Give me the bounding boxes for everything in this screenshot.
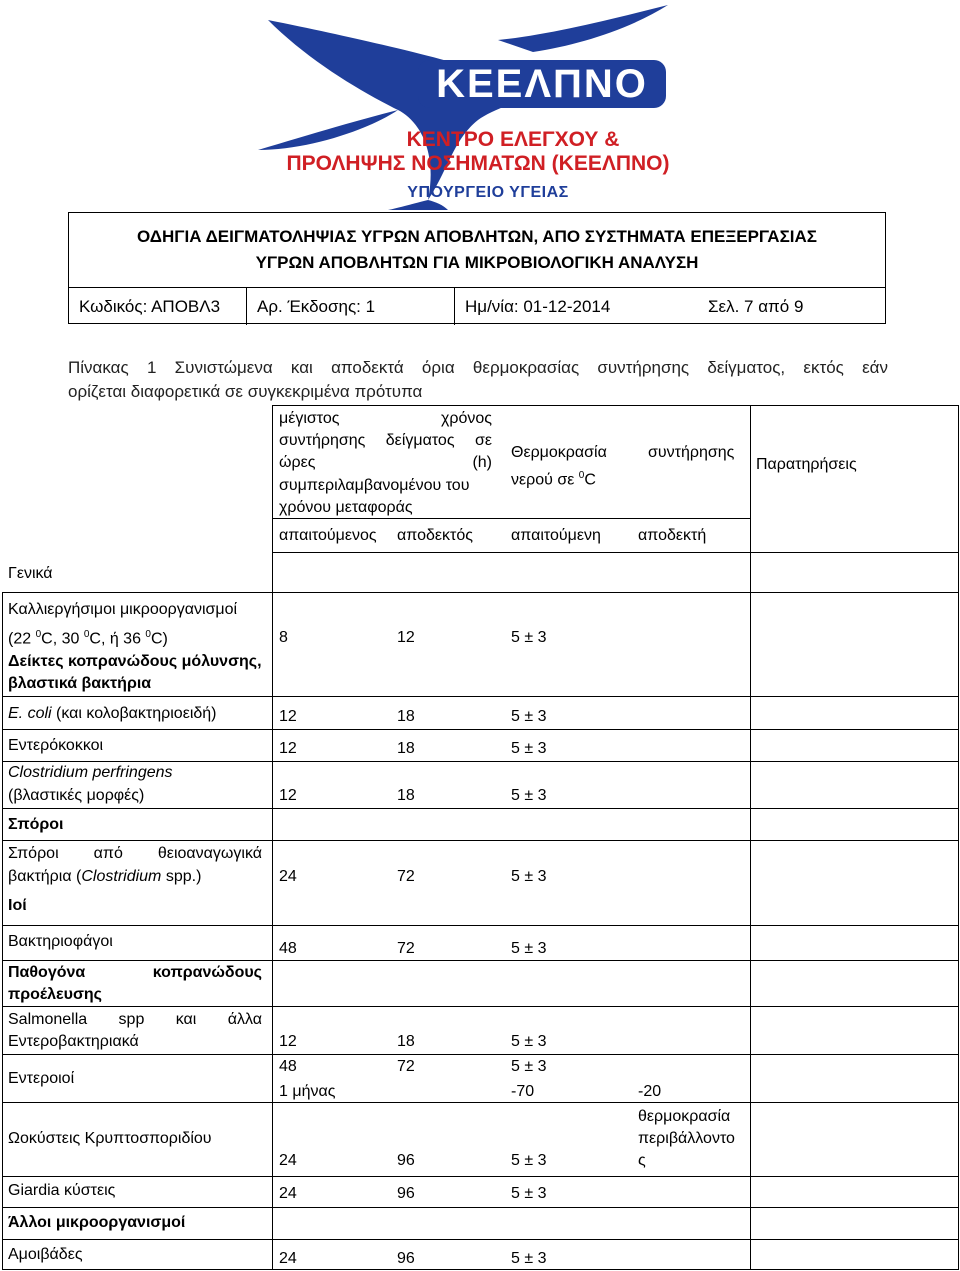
row-salmonella-label1: Salmonella spp και άλλα	[8, 1011, 262, 1028]
table-rule	[2, 925, 958, 926]
table-rule	[272, 405, 273, 1270]
header-temp-line1: Θερμοκρασία	[511, 444, 607, 461]
cell-accepted-time: 18	[397, 787, 415, 804]
cell-required-temp: 5 ± 3	[511, 1152, 547, 1169]
cell-required-time: 24	[279, 1152, 297, 1169]
header-notes: Παρατηρήσεις	[756, 456, 857, 473]
row-clostridium-label2: (βλαστικές μορφές)	[8, 787, 145, 804]
subsection-pathogens-line2: προέλευσης	[8, 986, 102, 1003]
cell-accepted-time: 12	[397, 629, 415, 646]
row-enteroviruses-label: Εντεροιοί	[8, 1070, 75, 1087]
subsection-other: Άλλοι μικροοργανισμοί	[8, 1214, 186, 1231]
cell-accepted-time: 18	[397, 708, 415, 725]
subheader-required-time: απαιτούμενος	[279, 527, 377, 544]
subsection-spores: Σπόροι	[8, 816, 64, 833]
cell-required-temp: 5 ± 3	[511, 1058, 547, 1075]
cell-required-temp: 5 ± 3	[511, 629, 547, 646]
subheader-accepted-time: αποδεκτός	[397, 527, 473, 544]
table-rule	[2, 808, 958, 809]
cell-accepted-time: 72	[397, 1058, 415, 1075]
table-rule	[2, 840, 958, 841]
row-ecoli-label: E. coli (και κολοβακτηριοειδή)	[8, 705, 217, 722]
table-rule	[2, 696, 958, 697]
subsection-viruses: Ιοί	[8, 897, 27, 914]
row-sulfite-label1: Σπόροι από θειοαναγωγικά	[8, 845, 262, 862]
header-time-line4: συμπεριλαμβανομένου του	[279, 477, 470, 494]
row-clostridium-label1: Clostridium perfringens	[8, 764, 173, 781]
table-rule	[272, 405, 958, 406]
cell-required-time: 12	[279, 740, 297, 757]
row-culturable-label1: Καλλιεργήσιμοι μικροοργανισμοί	[8, 601, 238, 618]
cell-required-temp: 5 ± 3	[511, 940, 547, 957]
section-general: Γενικά	[8, 565, 53, 582]
header-time-line2: συντήρησης δείγματος σε	[279, 432, 492, 449]
header-time-line1: μέγιστος χρόνος	[279, 410, 492, 427]
table-rule	[2, 1207, 958, 1208]
document-edition: Αρ. Έκδοσης: 1	[246, 288, 454, 325]
cell-required-temp: 5 ± 3	[511, 1033, 547, 1050]
header-temp-line2: νερού σε $^0$C	[511, 470, 596, 489]
cell-required-time: 24	[279, 1250, 297, 1267]
cell-accepted-temp-alt: -20	[638, 1083, 662, 1100]
cell-required-time: 24	[279, 868, 297, 885]
document-page: Σελ. 7 από 9	[708, 297, 804, 316]
table-rule	[2, 1239, 958, 1240]
table-rule	[2, 1006, 958, 1007]
header-time-line5: χρόνου μεταφοράς	[279, 499, 413, 516]
subheader-required-temp: απαιτούμενη	[511, 527, 601, 544]
cell-accepted-temp-line3: ς	[638, 1152, 646, 1169]
cell-required-temp: 5 ± 3	[511, 787, 547, 804]
cell-required-time: 12	[279, 1033, 297, 1050]
row-bacteriophages-label: Βακτηριοφάγοι	[8, 933, 113, 950]
document-code: Κωδικός: ΑΠΟΒΛ3	[79, 297, 221, 316]
logo-brand: ΚΕΕΛΠΝΟ	[418, 60, 666, 108]
row-enterococci-label: Εντερόκοκκοι	[8, 737, 104, 754]
subsection-indicators-line1: Δείκτες κοπρανώδους μόλυνσης,	[8, 653, 262, 670]
table-rule	[2, 729, 958, 730]
cell-accepted-time: 96	[397, 1185, 415, 1202]
row-giardia-label: Giardia κύστεις	[8, 1182, 116, 1199]
cell-required-temp: 5 ± 3	[511, 740, 547, 757]
cell-accepted-time: 72	[397, 868, 415, 885]
cell-accepted-time: 96	[397, 1250, 415, 1267]
cell-required-temp: 5 ± 3	[511, 708, 547, 725]
cell-required-time: 48	[279, 940, 297, 957]
cell-required-temp: 5 ± 3	[511, 1250, 547, 1267]
cell-required-time: 48	[279, 1058, 297, 1075]
row-amoebae-label: Αμοιβάδες	[8, 1246, 83, 1263]
document-date: Ημ/νία: 01-12-2014	[454, 288, 770, 325]
row-cryptosporidium-label: Ωοκύστεις Κρυπτοσποριδίου	[8, 1130, 212, 1147]
cell-accepted-temp-line1: θερμοκρασία	[638, 1108, 731, 1125]
cell-required-time: 12	[279, 708, 297, 725]
logo-org-line1: ΚΕΝΤΡΟ ΕΛΕΓΧΟΥ &	[406, 128, 620, 151]
subsection-indicators-line2: βλαστικά βακτήρια	[8, 675, 152, 692]
cell-required-time: 12	[279, 787, 297, 804]
header-time-line3: ώρες (h)	[279, 454, 492, 471]
cell-required-time: 8	[279, 629, 288, 646]
table-rule	[272, 552, 958, 553]
cell-accepted-time: 72	[397, 940, 415, 957]
row-culturable-label2: (22 $^0$C, 30 $^0$C, ή 36 $^0$C)	[8, 629, 168, 648]
caption-line2: ορίζεται διαφορετικά σε συγκεκριμένα πρότυπα	[68, 382, 423, 401]
cell-accepted-time: 96	[397, 1152, 415, 1169]
logo-org-line2: ΠΡΟΛΗΨΗΣ ΝΟΣΗΜΑΤΩΝ (ΚΕΕΛΠΝΟ)	[286, 152, 670, 175]
cell-accepted-temp-line2: περιβάλλοντο	[638, 1130, 735, 1147]
row-salmonella-label2: Εντεροβακτηριακά	[8, 1033, 139, 1050]
cell-required-time-alt: 1 μήνας	[279, 1083, 336, 1100]
table-rule	[2, 1176, 958, 1177]
table-rule	[2, 1102, 958, 1103]
subheader-accepted-temp: αποδεκτή	[638, 527, 707, 544]
cell-accepted-time: 18	[397, 1033, 415, 1050]
cell-required-temp-alt: -70	[511, 1083, 535, 1100]
table-rule	[958, 405, 959, 1270]
document-title-line1: ΟΔΗΓΙΑ ΔΕΙΓΜΑΤΟΛΗΨΙΑΣ ΥΓΡΩΝ ΑΠΟΒΛΗΤΩΝ, ΑΠΟ ΣΥΣΤΗΜΑΤΑ ΕΠΕΞΕΡΓΑΣΙΑΣ	[137, 227, 817, 246]
document-title-line2: ΥΓΡΩΝ ΑΠΟΒΛΗΤΩΝ ΓΙΑ ΜΙΚΡΟΒΙΟΛΟΓΙΚΗ ΑΝΑΛΥΣΗ	[255, 253, 699, 272]
row-sulfite-label2: βακτήρια (Clostridium spp.)	[8, 868, 202, 885]
logo-ministry: ΥΠΟΥΡΓΕΙΟ ΥΓΕΙΑΣ	[407, 184, 569, 201]
cell-required-temp: 5 ± 3	[511, 868, 547, 885]
table-rule	[2, 592, 3, 1270]
table-rule	[2, 1054, 958, 1055]
subsection-pathogens-line1: Παθογόνα κοπρανώδους	[8, 964, 262, 981]
cell-accepted-time: 18	[397, 740, 415, 757]
table-rule	[2, 592, 958, 593]
caption-line1: Πίνακας 1 Συνιστώμενα και αποδεκτά όρια θερμοκρασίας συντήρησης δείγματος, εκτός εάν	[68, 358, 888, 377]
table-rule	[2, 1269, 958, 1270]
cell-required-temp: 5 ± 3	[511, 1185, 547, 1202]
cell-required-time: 24	[279, 1185, 297, 1202]
table-rule	[750, 405, 751, 1270]
table-rule	[2, 960, 958, 961]
header-temp-line1b: συντήρησης	[648, 444, 735, 461]
